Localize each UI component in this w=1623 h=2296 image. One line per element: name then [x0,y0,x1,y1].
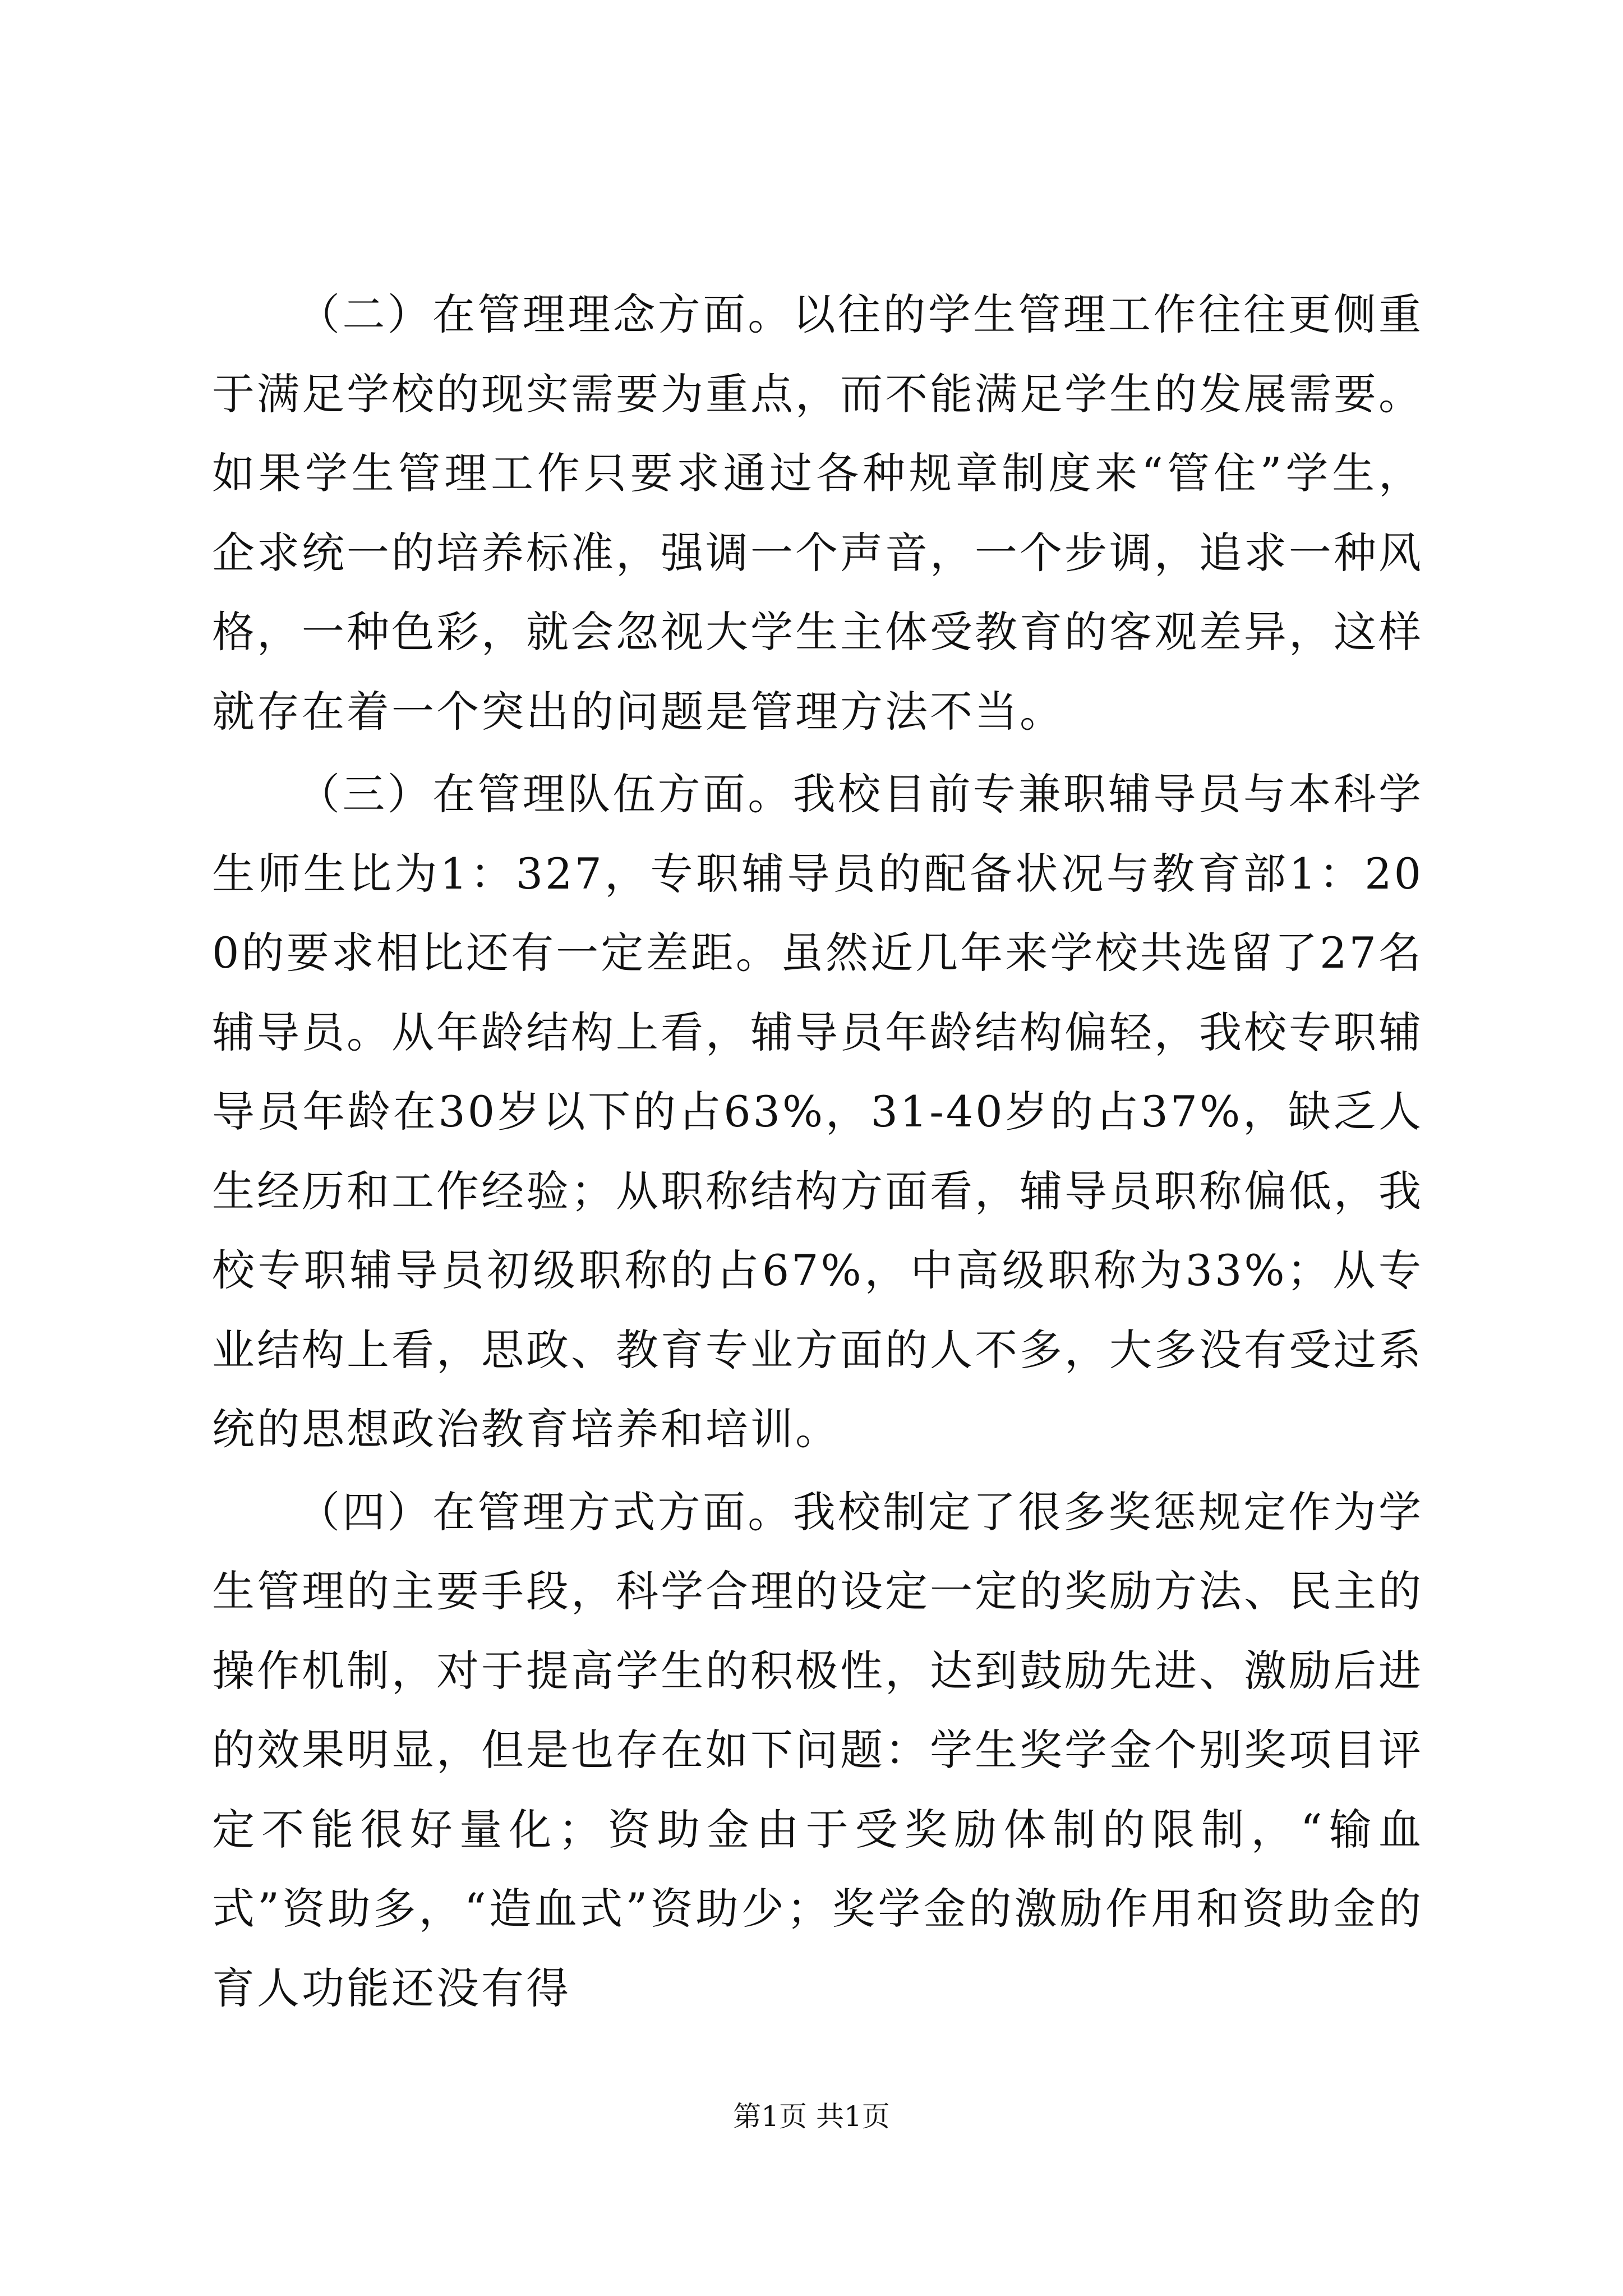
paragraph-management-methods: （四）在管理方式方面。我校制定了很多奖惩规定作为学生管理的主要手段，科学合理的设定一定的奖励方法、民主的操作机制，对于提高学生的积极性，达到鼓励先进、激励后进的效果明显，但是也存在如下问题：学生奖学金个别奖项目评定不能很好量化；资助金由于受奖励体制的限制，“输血式”资助多，“造血式”资助少；奖学金的激励作用和资助金的育人功能还没有得 [212,1487,1423,2013]
document-body [212,275,1423,2031]
page-footer: 第1页 共1页 [733,2100,890,2133]
paragraph-management-philosophy: （二）在管理理念方面。以往的学生管理工作往往更侧重于满足学校的现实需要为重点，而不能满足学生的发展需要。如果学生管理工作只要求通过各种规章制度来“管住”学生，企求统一的培养标准，强调一个声音，一个步调，追求一种风格，一种色彩，就会忽视大学生主体受教育的客观差异，这样就存在着一个突出的问题是管理方法不当。 [212,289,1423,737]
paragraph-management-team: （三）在管理队伍方面。我校目前专兼职辅导员与本科学生师生比为1：327，专职辅导员的配备状况与教育部1：200的要求相比还有一定差距。虽然近几年来学校共选留了27名辅导员。从年龄结构上看，辅导员年龄结构偏轻，我校专职辅导员年龄在30岁以下的占63%，31-40岁的占37%，缺乏人生经历和工作经验；从职称结构方面看，辅导员职称偏低，我校专职辅导员初级职称的占67%，中高级职称为33%；从专业结构上看，思政、教育专业方面的人不多，大多没有受过系统的思想政治教育培养和培训。 [212,769,1423,1454]
